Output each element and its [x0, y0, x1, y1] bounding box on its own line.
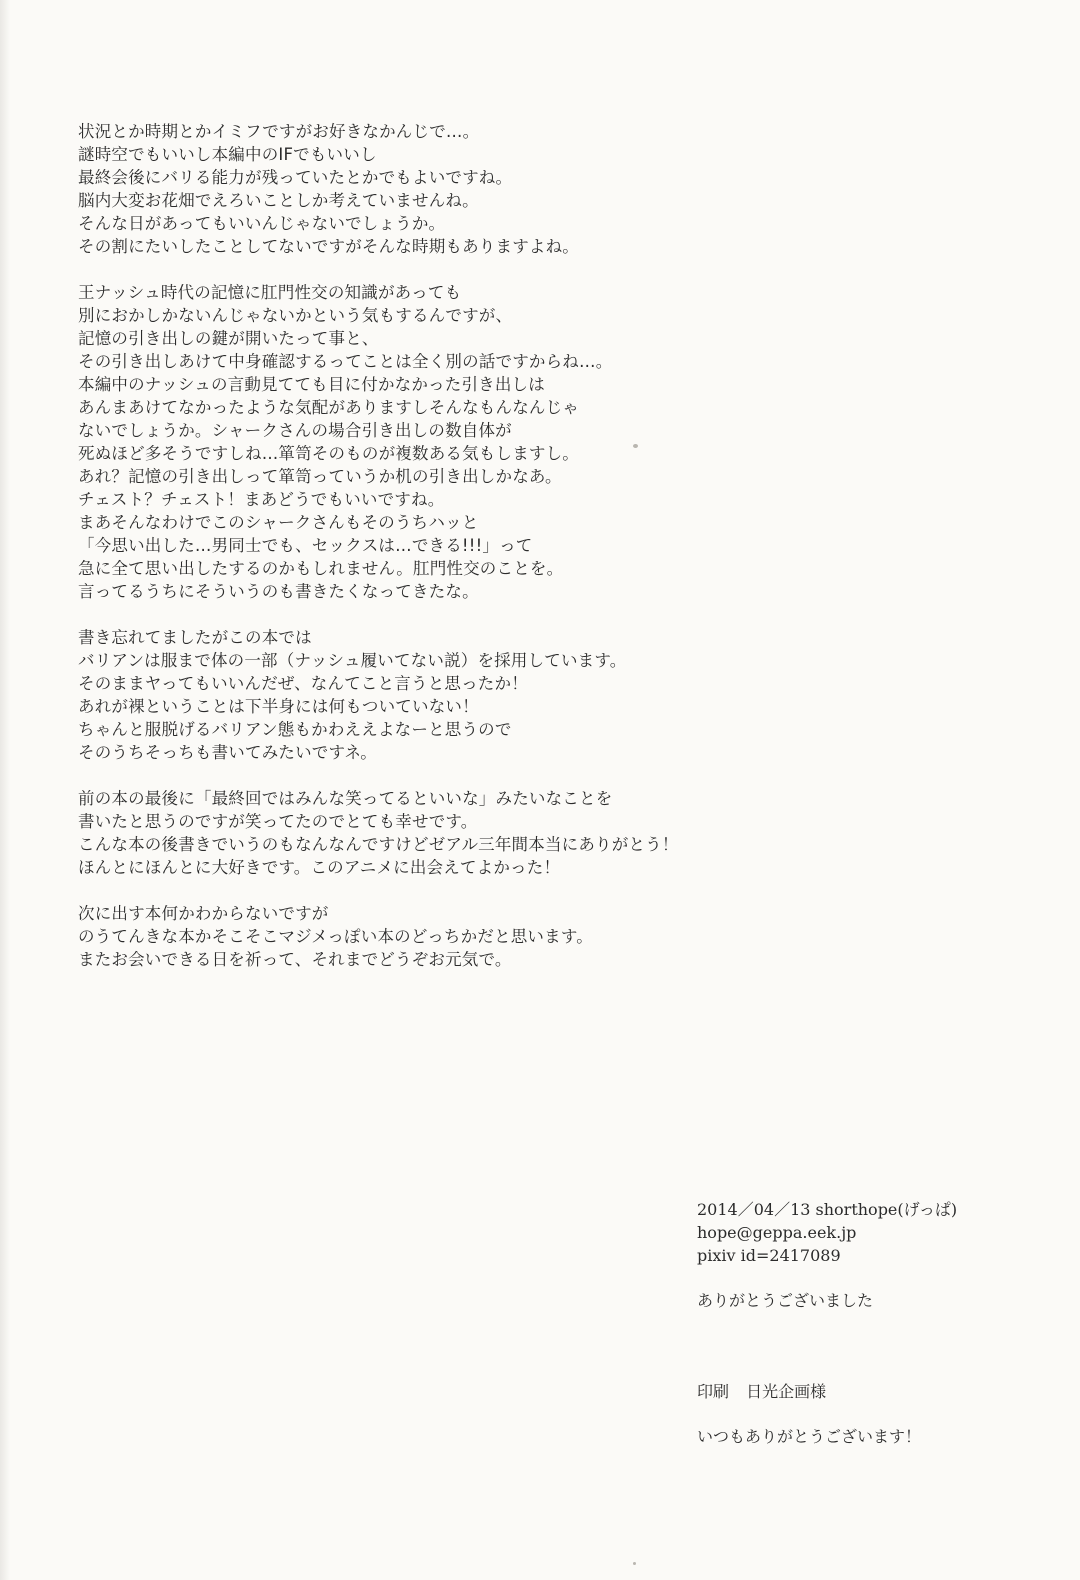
text-line: 書き忘れてましたがこの本では — [78, 628, 312, 647]
page-edge — [0, 0, 10, 1580]
printer-name: 日光企画様 — [746, 1382, 827, 1401]
paragraph-1 — [78, 120, 778, 258]
text-line: 別におかしかないんじゃないかという気もするんですが、 — [78, 306, 513, 325]
text-line: 急に全て思い出したするのかもしれません。肛門性交のことを。 — [78, 559, 564, 578]
thanks-line: ありがとうございました — [697, 1291, 874, 1310]
text-line: バリアンは服まで体の一部（ナッシュ履いてない説）を採用しています。 — [78, 651, 627, 670]
text-line: またお会いできる日を祈って、それまでどうぞお元気で。 — [78, 950, 512, 969]
text-line: 言ってるうちにそういうのも書きたくなってきたな。 — [78, 582, 479, 601]
text-line: 書いたと思うのですが笑ってたのでとても幸せです。 — [78, 812, 478, 831]
paragraph-5 — [78, 902, 778, 971]
text-line: こんな本の後書きでいうのもなんなんですけどゼアル三年間本当にありがとう！ — [78, 835, 679, 854]
paper-speck — [633, 444, 638, 448]
text-line: あれ？記憶の引き出しって箪笥っていうか机の引き出しかなあ。 — [78, 467, 562, 486]
text-line: ないでしょうか。シャークさんの場合引き出しの数自体が — [78, 421, 512, 440]
printer-label: 印刷 — [697, 1382, 730, 1401]
text-line: ちゃんと服脱げるバリアン態もかわええよなーと思うので — [78, 720, 512, 739]
printer-thanks-line: いつもありがとうございます！ — [697, 1427, 922, 1446]
text-line: 記憶の引き出しの鍵が開いたって事と、 — [78, 329, 379, 348]
text-line: あれが裸ということは下半身には何もついていない！ — [78, 697, 479, 716]
text-line: その割にたいしたことしてないですがそんな時期もありますよね。 — [78, 237, 579, 256]
text-line: 王ナッシュ時代の記憶に肛門性交の知識があっても — [78, 283, 462, 302]
paper-speck — [633, 1562, 636, 1565]
text-line: 「今思い出した…男同士でも、セックスは…できる!!!」って — [78, 536, 533, 555]
text-line: 謎時空でもいいし本編中のIFでもいいし — [78, 145, 377, 164]
text-line: まあそんなわけでこのシャークさんもそのうちハッと — [78, 513, 479, 532]
paragraph-2 — [78, 281, 778, 603]
text-line: あんまあけてなかったような気配がありますしそんなもんなんじゃ — [78, 398, 579, 417]
afterword-text — [78, 120, 778, 994]
printer-line — [697, 1380, 1027, 1403]
text-line: その引き出しあけて中身確認するってことは全く別の話ですからね…。 — [78, 352, 613, 371]
text-line: のうてんきな本かそこそこマジメっぽい本のどっちかだと思います。 — [78, 927, 593, 946]
text-line: 最終会後にバリる能力が残っていたとかでもよいですね。 — [78, 168, 513, 187]
text-line: そんな日があってもいいんじゃないでしょうか。 — [78, 214, 446, 233]
date-author-line: 2014／04／13 shorthope(げっぱ) — [697, 1200, 958, 1219]
text-line: 前の本の最後に「最終回ではみんな笑ってるといいな」みたいなことを — [78, 789, 613, 808]
text-line: 状況とか時期とかイミフですがお好きなかんじで…。 — [78, 122, 480, 141]
text-line: 死ぬほど多そうですしね…箪笥そのものが複数ある気もしますし。 — [78, 444, 579, 463]
text-line: 次に出す本何かわからないですが — [78, 904, 329, 923]
text-line: そのうちそっちも書いてみたいですネ。 — [78, 743, 377, 762]
colophon — [697, 1198, 1027, 1448]
text-line: そのままヤってもいいんだぜ、なんてこと言うと思ったか！ — [78, 674, 528, 693]
text-line: 本編中のナッシュの言動見てても目に付かなかった引き出しは — [78, 375, 545, 394]
paragraph-3 — [78, 626, 778, 764]
text-line: チェスト？チェスト！まあどうでもいいですね。 — [78, 490, 445, 509]
paragraph-4 — [78, 787, 778, 879]
pixiv-line: pixiv id=2417089 — [697, 1246, 841, 1265]
text-line: ほんとにほんとに大好きです。このアニメに出会えてよかった！ — [78, 858, 561, 877]
email-line: hope@geppa.eek.jp — [697, 1223, 857, 1242]
text-line: 脳内大変お花畑でえろいことしか考えていませんね。 — [78, 191, 479, 210]
